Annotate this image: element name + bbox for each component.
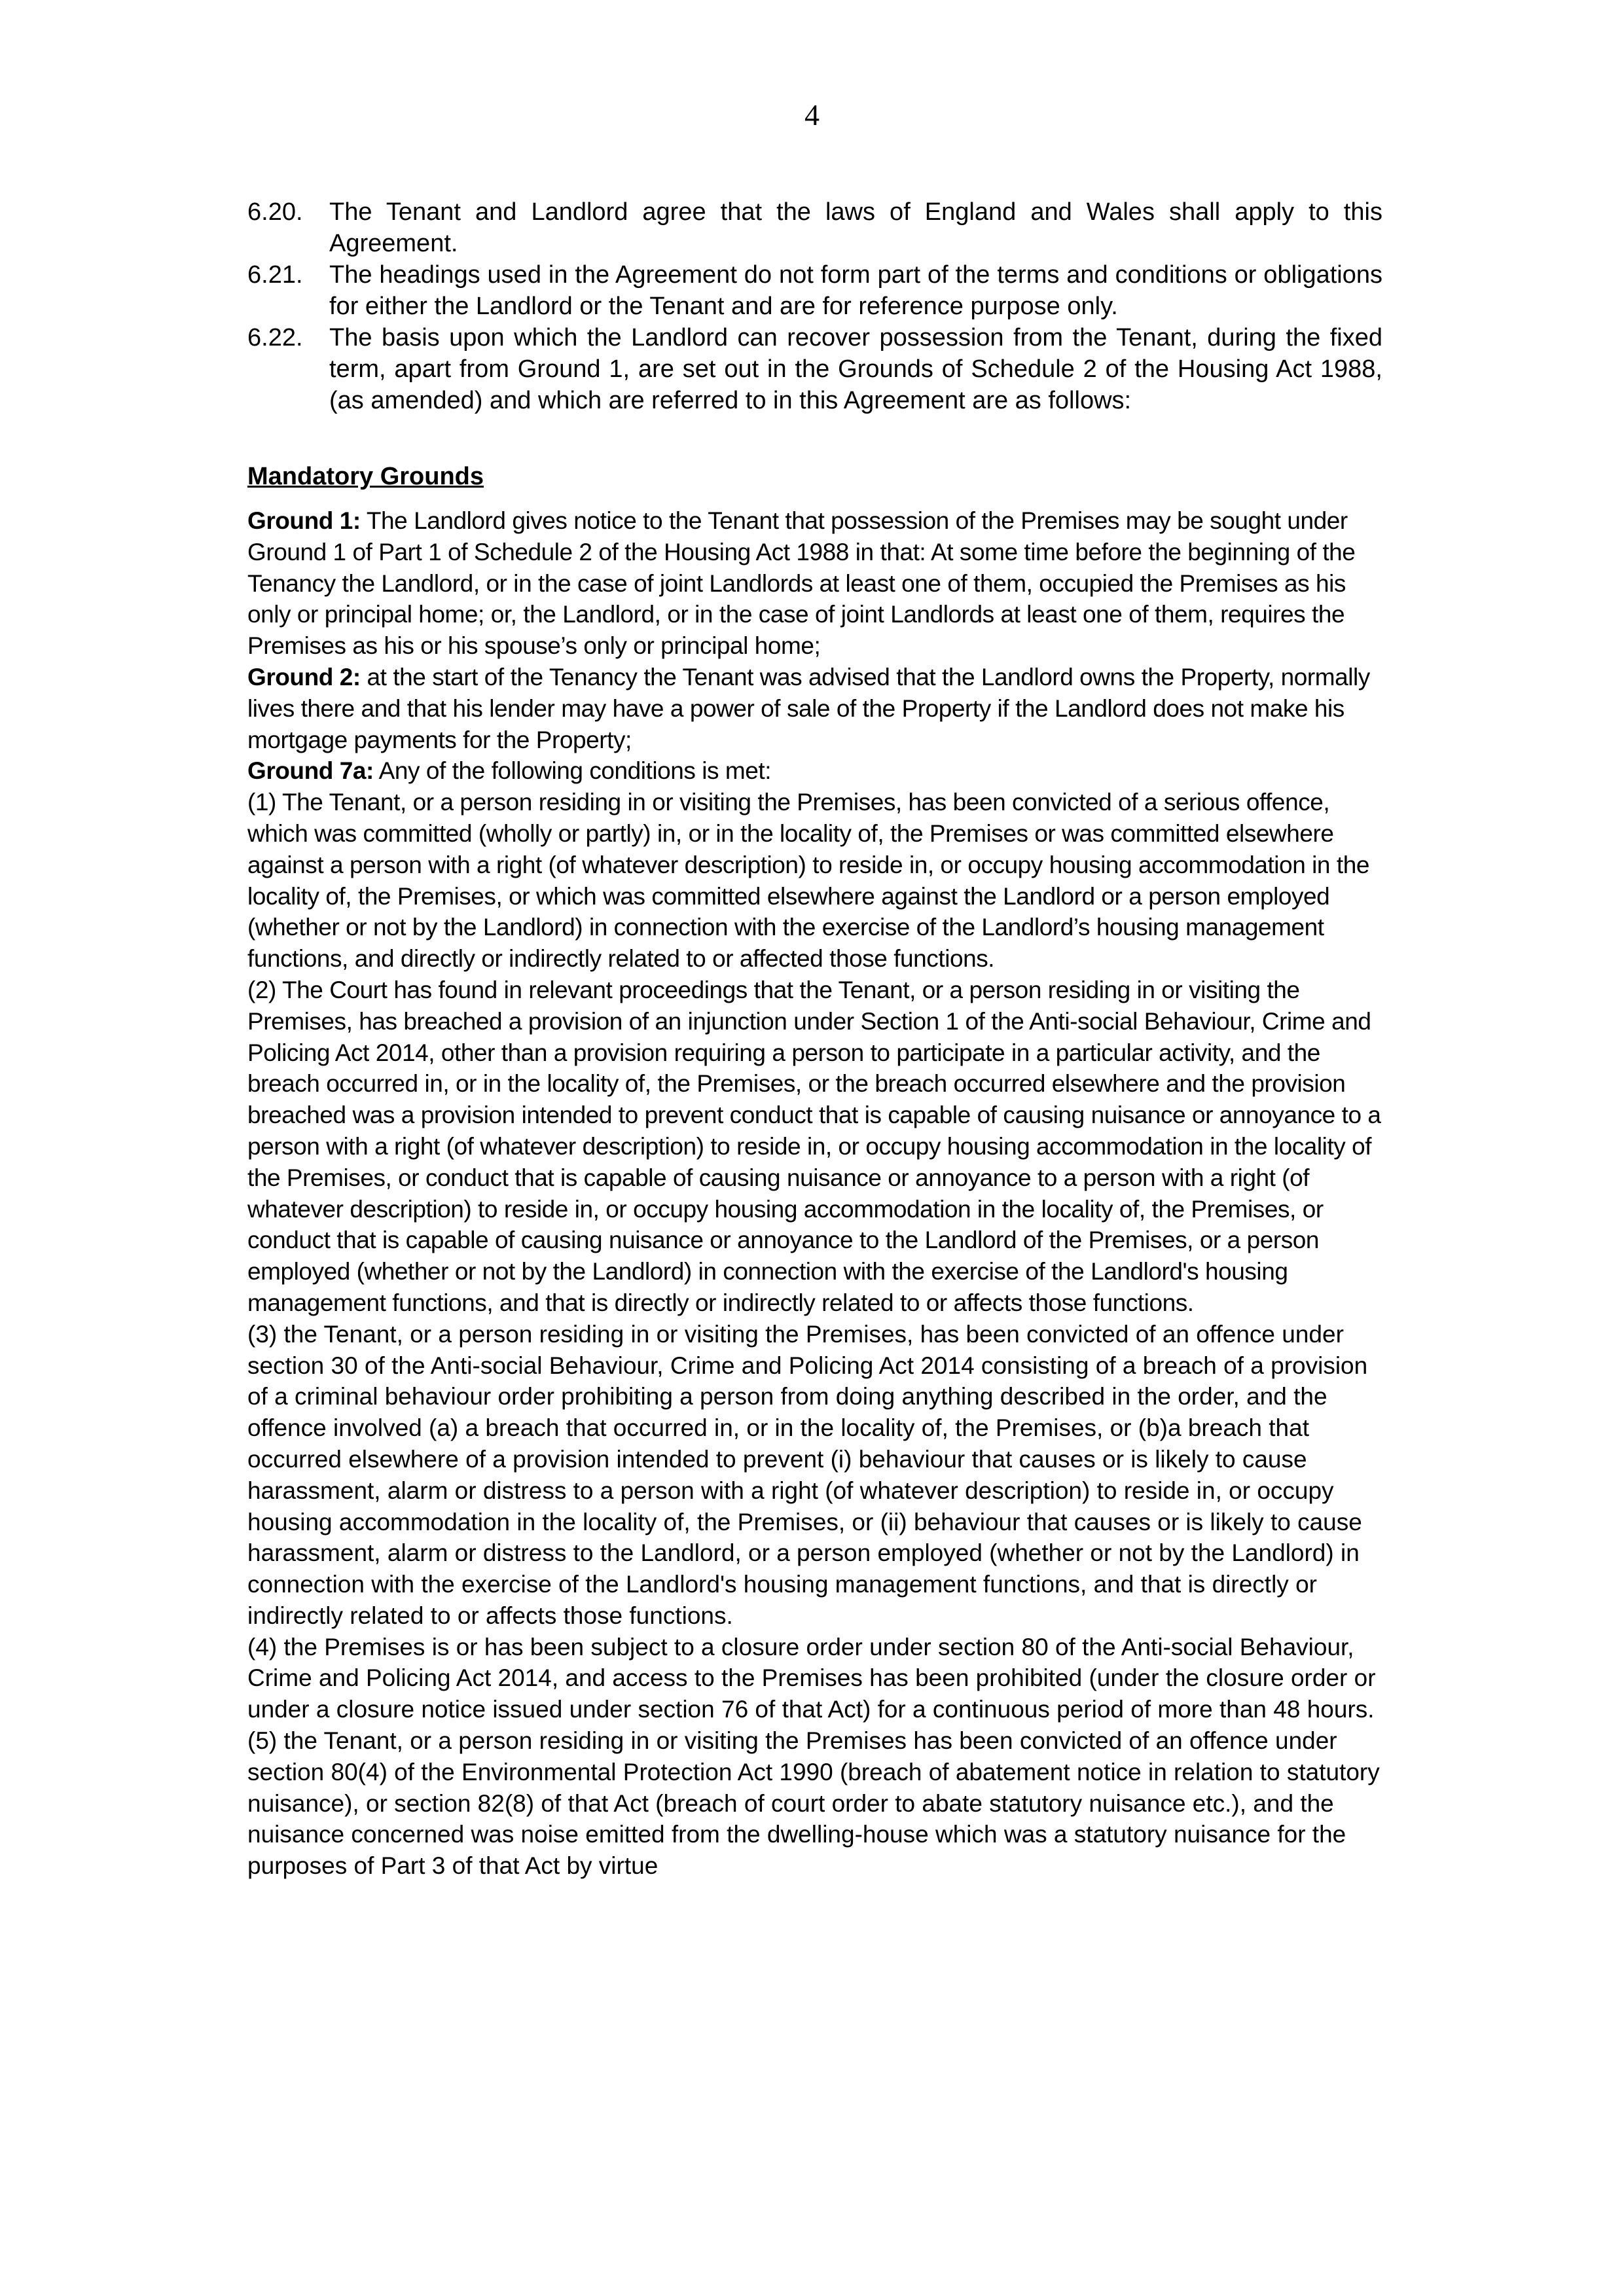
ground-2 — [247, 662, 1382, 755]
ground-text: The Landlord gives notice to the Tenant that possession of the Premises may be sought under Ground 1 of Part 1 of Schedule 2 of the Housing Act 1988 in that: At some time before the beginning of the Tenancy the Landlord, or in the case of joint Landlords at least one of them, occupied the Premises as his only or principal home; or, the Landlord, or in the case of joint Landlords at least one of them, requires the Premises as his or his spouse’s only or principal home; — [247, 507, 1356, 660]
clause-number: 6.20. — [247, 198, 303, 226]
clause-text: The basis upon which the Landlord can recover possession from the Tenant, during the fixed term, apart from Ground 1, are set out in the Grounds of Schedule 2 of the Housing Act 1988, (as amended) and which are referred to in this Agreement are as follows: — [329, 324, 1382, 414]
mandatory-grounds-heading: Mandatory Grounds — [247, 463, 484, 490]
ground-1 — [247, 505, 1382, 662]
ground-text: at the start of the Tenancy the Tenant was advised that the Landlord owns the Property, normally lives there and that his lender may have a power of sale of the Property if the Landlord does not make his mortgage payments for the Property; — [247, 663, 1370, 753]
ground-label: Ground 7a: — [247, 757, 374, 785]
clause-6-20 — [247, 196, 1382, 259]
clause-6-21 — [247, 259, 1382, 322]
ground-7a-condition-2: (2) The Court has found in relevant proceedings that the Tenant, or a person residing in or visiting the Premises, has breached a provision of an injunction under Section 1 of the Anti-social Behaviour, Crime and Policing Act 2014, other than a provision requiring a person to participate in a particular activity, and the breach occurred in, or in the locality of, the Premises, or the breach occurred elsewhere and the provision breached was a provision intended to prevent conduct that is capable of causing nuisance or annoyance to a person with a right (of whatever description) to reside in, or occupy housing accommodation in the locality of the Premises, or conduct that is capable of causing nuisance or annoyance to a person with a right (of whatever description) to reside in, or occupy housing accommodation in the locality of, the Premises, or conduct that is capable of causing nuisance or annoyance to the Landlord of the Premises, or a person employed (whether or not by the Landlord) in connection with the exercise of the Landlord's housing management functions, and that is directly or indirectly related to or affects those functions. — [247, 976, 1381, 1316]
page-content — [247, 196, 1382, 1882]
clause-text: The headings used in the Agreement do not form part of the terms and conditions or obligations for either the Landlord or the Tenant and are for reference purpose only. — [329, 261, 1382, 320]
ground-text: Any of the following conditions is met: — [373, 757, 772, 785]
ground-label: Ground 2: — [247, 663, 361, 691]
page-number: 4 — [804, 98, 820, 132]
grounds-list — [247, 505, 1382, 1882]
clause-text: The Tenant and Landlord agree that the laws of England and Wales shall apply to this Agreement. — [329, 198, 1382, 257]
clause-6-22 — [247, 322, 1382, 416]
ground-7a-condition-4: (4) the Premises is or has been subject to a closure order under section 80 of the Anti-social Behaviour, Crime and Policing Act 2014, and access to the Premises has been prohibited (under the closure order or under a closure notice issued under section 76 of that Act) for a continuous period of more than 48 hours. — [247, 1633, 1376, 1723]
ground-7a — [247, 755, 1382, 787]
ground-label: Ground 1: — [247, 507, 361, 534]
clause-number: 6.21. — [247, 261, 303, 289]
ground-7a-condition-3: (3) the Tenant, or a person residing in or visiting the Premises, has been convicted of an offence under section 30 of the Anti-social Behaviour, Crime and Policing Act 2014 consisting of a breach of a provision of a criminal behaviour order prohibiting a person from doing anything described in the order, and the offence involved (a) a breach that occurred in, or in the locality of, the Premises, or (b)a breach that occurred elsewhere of a provision intended to prevent (i) behaviour that causes or is likely to cause harassment, alarm or distress to a person with a right (of whatever description) to reside in, or occupy housing accommodation in the locality of, the Premises, or (ii) behaviour that causes or is likely to cause harassment, alarm or distress to the Landlord, or a person employed (whether or not by the Landlord) in connection with the exercise of the Landlord's housing management functions, and that is directly or indirectly related to or affects those functions. — [247, 1320, 1368, 1629]
ground-7a-condition-1: (1) The Tenant, or a person residing in or visiting the Premises, has been convicted of a serious offence, which was committed (wholly or partly) in, or in the locality of, the Premises or was committed elsewhere against a person with a right (of whatever description) to reside in, or occupy housing accommodation in the locality of, the Premises, or which was committed elsewhere against the Landlord or a person employed (whether or not by the Landlord) in connection with the exercise of the Landlord’s housing management functions, and directly or indirectly related to or affected those functions. — [247, 789, 1369, 973]
clause-number: 6.22. — [247, 324, 303, 351]
ground-7a-condition-5: (5) the Tenant, or a person residing in or visiting the Premises has been convicted of an offence under section 80(4) of the Environmental Protection Act 1990 (breach of abatement notice in relation to statutory nuisance), or section 82(8) of that Act (breach of court order to abate statutory nuisance etc.), and the nuisance concerned was noise emitted from the dwelling-house which was a statutory nuisance for the purposes of Part 3 of that Act by virtue — [247, 1727, 1380, 1880]
